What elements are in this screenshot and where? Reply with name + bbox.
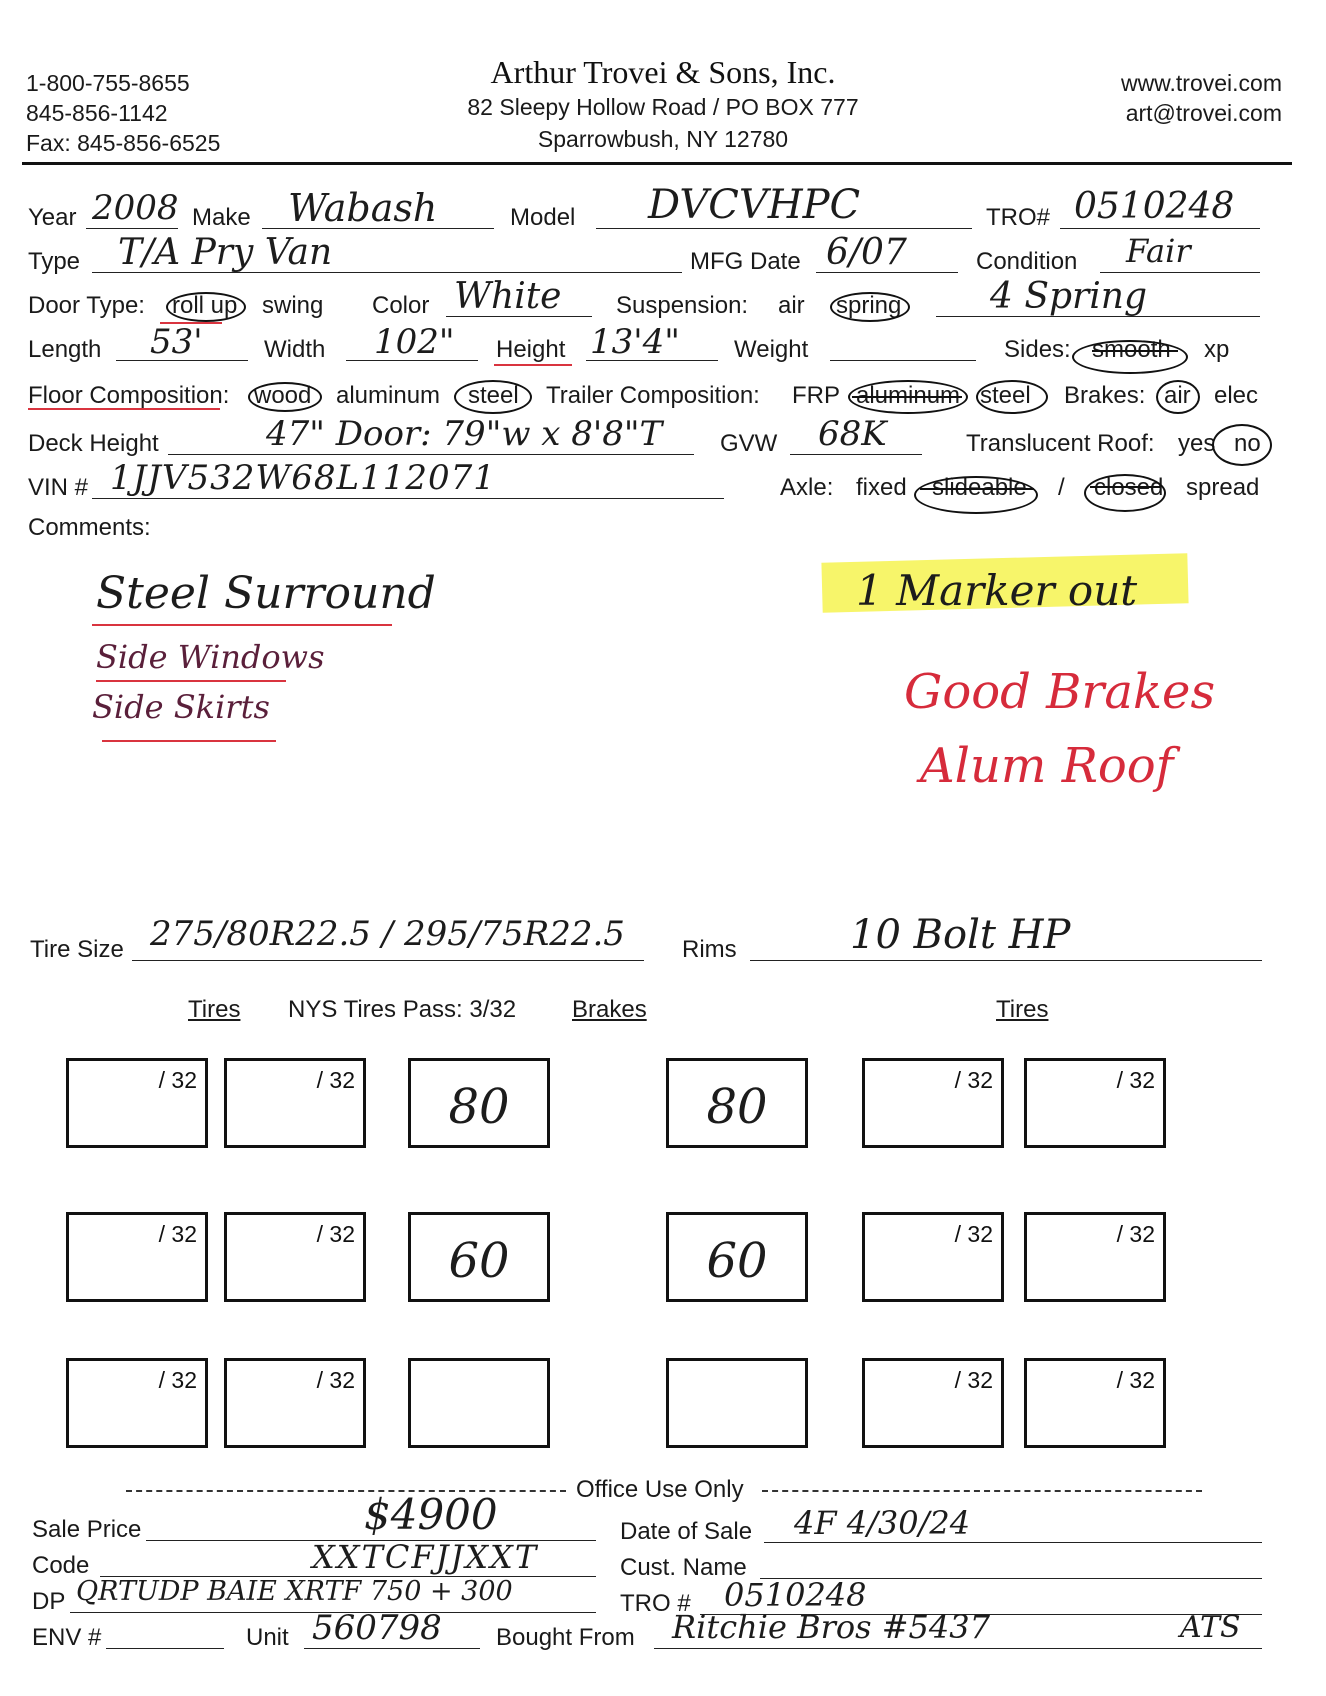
tread-fraction: / 32	[1116, 1067, 1155, 1093]
office-divider-left	[126, 1490, 566, 1492]
office-use-only-label: Office Use Only	[576, 1476, 744, 1503]
model-label: Model	[510, 204, 576, 231]
bought-from-line	[654, 1648, 1262, 1649]
floor-steel-circle	[454, 380, 532, 414]
phone-2: 845-856-1142	[26, 100, 168, 126]
tro2-label: TRO #	[620, 1590, 691, 1617]
date-of-sale-label: Date of Sale	[620, 1518, 753, 1545]
env-line	[106, 1648, 224, 1649]
fax: Fax: 845-856-6525	[26, 130, 221, 156]
vin-label: VIN #	[28, 474, 89, 501]
tire-box[interactable]	[66, 1358, 208, 1448]
floor-composition-label: Floor Composition:	[28, 382, 230, 409]
tread-fraction: / 32	[316, 1067, 355, 1093]
trailer-steel-circle	[976, 380, 1048, 414]
mfg-date-value[interactable]: 6/07	[826, 232, 907, 273]
rims-line	[750, 960, 1262, 961]
sides-label: Sides:	[1004, 336, 1071, 363]
color-value[interactable]: White	[454, 276, 562, 317]
bought-from-label: Bought From	[496, 1624, 635, 1651]
comments-label: Comments:	[28, 514, 151, 541]
dp-value[interactable]: QRTUDP BAIE XRTF 750 + 300	[76, 1576, 513, 1607]
comment-right-2: Good Brakes	[904, 664, 1216, 720]
height-label: Height	[496, 336, 566, 363]
axle-label: Axle:	[780, 474, 834, 501]
wood-circle	[248, 382, 322, 412]
vin-line	[92, 498, 724, 499]
suspension-air-option[interactable]: air	[778, 292, 805, 319]
tire-box[interactable]	[224, 1358, 366, 1448]
sale-price-label: Sale Price	[32, 1516, 142, 1543]
tro-value[interactable]: 0510248	[1074, 186, 1235, 227]
model-line	[596, 228, 972, 229]
tread-fraction: / 32	[158, 1367, 197, 1393]
tro-label: TRO#	[986, 204, 1051, 231]
length-label: Length	[28, 336, 102, 363]
gvw-value[interactable]: 68K	[818, 414, 887, 454]
slideable-circle	[914, 476, 1038, 514]
tire-box[interactable]	[862, 1358, 1004, 1448]
comment-right-1: 1 Marker out	[856, 566, 1138, 615]
date-of-sale-line	[764, 1542, 1262, 1543]
brakes-elec-option[interactable]: elec	[1214, 382, 1259, 409]
axle-slideable-option[interactable]: slideable	[932, 474, 1027, 501]
tire-size-label: Tire Size	[30, 936, 124, 963]
comment-left-2-underline	[96, 680, 286, 682]
door-roll-up-option[interactable]: roll up	[172, 292, 238, 319]
tire-box[interactable]	[1024, 1058, 1166, 1148]
translucent-yes-option[interactable]: yes	[1178, 430, 1216, 457]
tire-size-line	[132, 960, 644, 961]
trailer-frp-option[interactable]: FRP	[792, 382, 840, 409]
code-label: Code	[32, 1552, 90, 1579]
condition-value[interactable]: Fair	[1126, 232, 1191, 270]
tro-line	[1060, 228, 1260, 229]
comment-left-2: Side Windows	[96, 638, 325, 676]
brake-box[interactable]	[666, 1212, 808, 1302]
trailer-composition-label: Trailer Composition:	[546, 382, 760, 409]
brake-box[interactable]	[408, 1212, 550, 1302]
axle-closed-option[interactable]: closed	[1094, 474, 1164, 501]
width-value[interactable]: 102"	[374, 322, 455, 362]
tread-fraction: / 32	[954, 1067, 993, 1093]
closed-circle	[1084, 474, 1166, 512]
brakes-heading: Brakes	[572, 996, 647, 1023]
code-value[interactable]: XXTCFJJXXT	[312, 1538, 539, 1576]
tire-box[interactable]	[224, 1212, 366, 1302]
env-label: ENV #	[32, 1624, 102, 1651]
tire-size-value[interactable]: 275/80R22.5 / 295/75R22.5	[150, 914, 625, 954]
suspension-spring-option[interactable]: spring	[836, 292, 902, 319]
translucent-no-option[interactable]: no	[1234, 430, 1261, 457]
office-divider-right	[762, 1490, 1202, 1492]
brake-value: 80	[448, 1079, 510, 1135]
floor-red-underline	[28, 408, 220, 410]
condition-line	[1100, 272, 1260, 273]
roll-up-circle	[166, 292, 246, 322]
axle-spread-option[interactable]: spread	[1186, 474, 1260, 501]
date-of-sale-value[interactable]: 4F 4/30/24	[794, 1504, 971, 1542]
color-label: Color	[372, 292, 430, 319]
comment-left-3-underline	[102, 740, 276, 742]
weight-line	[830, 360, 976, 361]
translucent-roof-label: Translucent Roof:	[966, 430, 1155, 457]
sides-xp-option[interactable]: xp	[1204, 336, 1230, 363]
gvw-line	[790, 454, 922, 455]
spring-circle	[830, 292, 910, 322]
cust-name-label: Cust. Name	[620, 1554, 747, 1581]
comment-left-1: Steel Surround	[96, 568, 436, 619]
model-value[interactable]: DVCVHPC	[648, 182, 861, 228]
vin-value[interactable]: 1JJV532W68L112071	[110, 458, 496, 498]
brake-value: 80	[706, 1079, 768, 1135]
brake-value: 60	[448, 1233, 510, 1289]
brakes-label: Brakes:	[1064, 382, 1146, 409]
width-label: Width	[264, 336, 326, 363]
tire-box[interactable]	[862, 1212, 1004, 1302]
tread-fraction: / 32	[1116, 1221, 1155, 1247]
brake-box[interactable]	[666, 1058, 808, 1148]
deck-height-value[interactable]: 47" Door: 79"w x 8'8"T	[266, 414, 663, 454]
tread-fraction: / 32	[954, 1367, 993, 1393]
make-value[interactable]: Wabash	[288, 186, 438, 230]
year-label: Year	[28, 204, 77, 231]
mfg-date-label: MFG Date	[690, 248, 801, 275]
comment-left-1-underline	[92, 624, 392, 626]
floor-wood-option[interactable]: wood	[254, 382, 312, 409]
company-website: www.trovei.com	[1120, 70, 1282, 96]
height-value[interactable]: 13'4"	[590, 322, 680, 362]
comment-right-3: Alum Roof	[920, 738, 1174, 794]
tire-box[interactable]	[224, 1058, 366, 1148]
trailer-aluminum-circle	[848, 380, 968, 414]
tread-fraction: / 32	[316, 1367, 355, 1393]
door-type-label: Door Type:	[28, 292, 145, 319]
comment-left-3: Side Skirts	[92, 688, 270, 726]
axle-fixed-option[interactable]: fixed	[856, 474, 907, 501]
sides-smooth-option[interactable]: smooth	[1092, 336, 1171, 363]
rims-value[interactable]: 10 Bolt HP	[850, 912, 1071, 958]
nys-tires-pass: NYS Tires Pass: 3/32	[288, 996, 517, 1023]
tread-fraction: / 32	[158, 1067, 197, 1093]
bought-from-value[interactable]: Ritchie Bros #5437	[672, 1608, 990, 1646]
type-label: Type	[28, 248, 81, 275]
deck-height-label: Deck Height	[28, 430, 159, 457]
tread-fraction: / 32	[1116, 1367, 1155, 1393]
trailer-steel-option[interactable]: steel	[980, 382, 1031, 409]
brakes-air-option[interactable]: air	[1164, 382, 1191, 409]
bought-from-tag: ATS	[1180, 1610, 1241, 1645]
axle-slash: /	[1058, 474, 1065, 501]
deck-height-line	[168, 454, 694, 455]
make-label: Make	[192, 204, 251, 231]
company-address-1: 82 Sleepy Hollow Road / PO BOX 777	[467, 94, 859, 120]
smooth-circle	[1072, 340, 1188, 374]
height-red-underline	[494, 364, 572, 366]
brakes-air-circle	[1156, 380, 1200, 414]
header-divider	[22, 162, 1292, 165]
suspension-label: Suspension:	[616, 292, 749, 319]
gvw-label: GVW	[720, 430, 778, 457]
unit-value[interactable]: 560798	[312, 1608, 442, 1648]
year-line	[86, 228, 178, 229]
tires-left-heading: Tires	[188, 996, 241, 1023]
sale-price-value[interactable]: $4900	[364, 1490, 498, 1539]
suspension-extra-value[interactable]: 4 Spring	[990, 276, 1148, 317]
rims-label: Rims	[682, 936, 737, 963]
condition-label: Condition	[976, 248, 1078, 275]
type-value[interactable]: T/A Pry Van	[118, 232, 333, 273]
tread-fraction: / 32	[158, 1221, 197, 1247]
tire-box[interactable]	[66, 1058, 208, 1148]
tro2-value[interactable]: 0510248	[724, 1576, 867, 1614]
no-circle	[1212, 424, 1272, 466]
weight-label: Weight	[734, 336, 809, 363]
floor-aluminum-option[interactable]: aluminum	[336, 382, 441, 409]
tires-right-heading: Tires	[996, 996, 1049, 1023]
tire-box[interactable]	[1024, 1358, 1166, 1448]
tread-fraction: / 32	[954, 1221, 993, 1247]
brake-value: 60	[706, 1233, 768, 1289]
company-address-2: Sparrowbush, NY 12780	[537, 126, 789, 152]
phone-1: 1-800-755-8655	[26, 70, 190, 96]
unit-label: Unit	[246, 1624, 289, 1651]
brake-box[interactable]	[666, 1358, 808, 1448]
tire-box[interactable]	[66, 1212, 208, 1302]
length-value[interactable]: 53'	[150, 322, 203, 362]
tire-box[interactable]	[1024, 1212, 1166, 1302]
year-value[interactable]: 2008	[92, 188, 179, 228]
company-email: art@trovei.com	[1125, 100, 1282, 126]
brake-box[interactable]	[408, 1358, 550, 1448]
tread-fraction: / 32	[316, 1221, 355, 1247]
company-name: Arthur Trovei & Sons, Inc.	[490, 54, 836, 90]
brake-box[interactable]	[408, 1058, 550, 1148]
tire-box[interactable]	[862, 1058, 1004, 1148]
door-swing-option[interactable]: swing	[262, 292, 324, 319]
dp-label: DP	[32, 1588, 66, 1615]
floor-steel-option[interactable]: steel	[468, 382, 519, 409]
trailer-aluminum-option[interactable]: aluminum	[856, 382, 961, 409]
unit-line	[304, 1648, 480, 1649]
